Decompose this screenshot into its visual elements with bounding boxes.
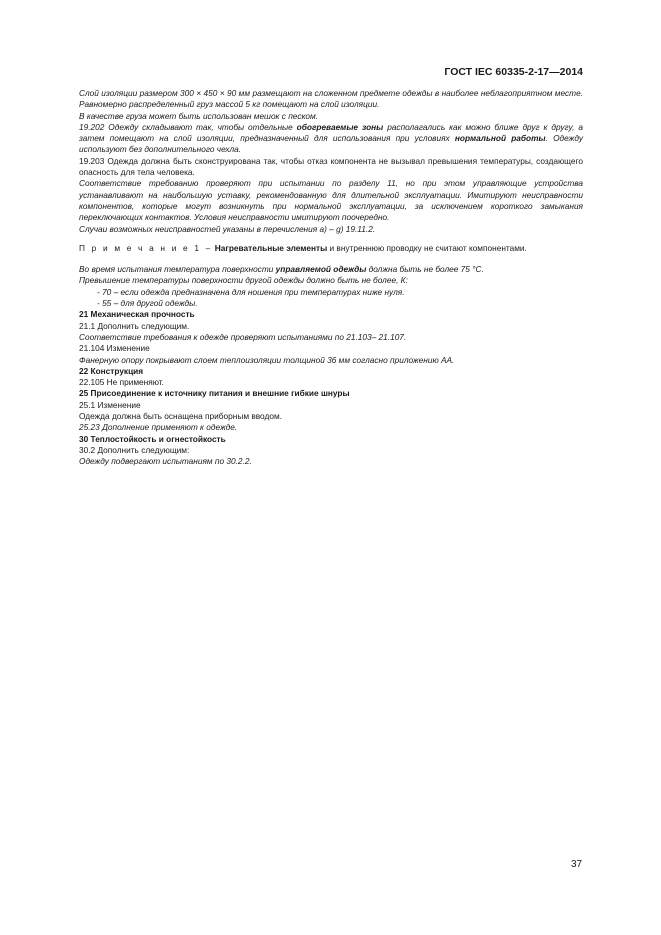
paragraph-text: . Одежду используют без дополнительного чехла. (79, 133, 583, 155)
note-label: П р и м е ч а н и е 1 – (79, 242, 213, 253)
paragraph-text: В качестве груза может быть использован мешок с песком. (79, 110, 318, 121)
paragraph (79, 88, 583, 111)
document-body (79, 88, 583, 468)
paragraph-text: 21.104 Изменение (79, 343, 150, 354)
defined-term: управляемой одежды (275, 264, 367, 275)
paragraph (79, 264, 583, 275)
paragraph-text: Слой изоляции размером 300 × 450 × 90 мм размещают на сложенном предмете одежды в наиболее неблагоприятном месте. Равномерно распределенный груз массой 5 кг помещают на слой изоляции. (79, 88, 583, 110)
paragraph (79, 456, 583, 467)
paragraph-text: Случаи возможных неисправностей указаны в перечисления а) – g) 19.11.2. (79, 223, 376, 234)
paragraph (79, 411, 583, 422)
paragraph-text: 19.202 Одежду складывают так, чтобы отдельные (79, 121, 293, 132)
section-heading: 30 Теплостойкость и огнестойкость (79, 433, 226, 444)
paragraph-text: Превышение температуры поверхности другой одежды должно быть не более, К: (79, 275, 408, 286)
paragraph (79, 321, 583, 332)
paragraph-text: Соответствие требованию проверяют при испытании по разделу 11, но при этом управляющие устройства устанавливают на наибольшую уставку, рекомендованную для длительной эксплуатации. Имитируют неисправности компонентов, которые могут возникнуть при нормальной эксплуатации, за исключением короткого замыкания переключающих контактов. Условия неисправности имитируют поочередно. (79, 178, 583, 223)
defined-term: Нагревательные элементы (214, 242, 328, 253)
paragraph-text: Фанерную опору покрывают слоем теплоизоляции толщиной 36 мм согласно приложению АА. (79, 354, 455, 365)
document-header: ГОСТ IEC 60335-2-17—2014 (444, 66, 583, 78)
defined-term: обогреваемые зоны (296, 121, 384, 132)
paragraph (79, 178, 583, 223)
paragraph-text: 25.23 Дополнение применяют к одежде. (79, 422, 238, 433)
paragraph (79, 445, 583, 456)
paragraph-text: должна быть не более 75 °С. (368, 264, 484, 275)
paragraph (79, 377, 583, 388)
section-heading: 25 Присоединение к источнику питания и внешние гибкие шнуры (79, 388, 350, 399)
section-heading: 22 Конструкция (79, 365, 144, 376)
paragraph-text: 19.203 Одежда должна быть сконструирована так, чтобы отказ компонента не вызывал превышения температуры, создающего опасность для тела человека. (79, 155, 583, 178)
paragraph-text: Одежда должна быть оснащена приборным вводом. (79, 411, 282, 422)
paragraph-text: Во время испытания температура поверхности (79, 264, 274, 275)
note-text: и внутреннюю проводку не считают компонентами. (329, 242, 527, 253)
paragraph (79, 355, 583, 366)
paragraph (79, 343, 583, 354)
paragraph (79, 111, 583, 122)
paragraph-text: 30.2 Дополнить следующим: (79, 444, 190, 455)
paragraph (79, 275, 583, 286)
paragraph-text: Одежду подвергают испытаниям по 30.2.2. (79, 456, 252, 467)
paragraph (79, 224, 583, 235)
paragraph (79, 422, 583, 433)
list-item (79, 298, 583, 309)
paragraph (79, 332, 583, 343)
paragraph (79, 156, 583, 179)
list-item (79, 287, 583, 298)
defined-term: нормальной работы (454, 133, 546, 144)
list-item-text: - 55 – для другой одежды. (97, 298, 198, 309)
list-item-text: - 70 – если одежда предназначена для ношения при температурах ниже нуля. (97, 286, 405, 297)
paragraph-text: Соответствие требования к одежде проверяют испытаниями по 21.103– 21.107. (79, 331, 407, 342)
note (79, 243, 583, 254)
paragraph-text: располагались как можно ближе друг к другу, а затем помещают на слой изоляции, предназначенный для использования при условиях (79, 121, 583, 144)
paragraph-text: 25.1 Изменение (79, 399, 141, 410)
paragraph (79, 400, 583, 411)
section-heading: 21 Механическая прочность (79, 309, 195, 320)
paragraph-text: 21.1 Дополнить следующим. (79, 320, 190, 331)
paragraph-text: 22.105 Не применяют. (79, 377, 164, 388)
page-number: 37 (571, 859, 583, 870)
paragraph (79, 122, 583, 156)
